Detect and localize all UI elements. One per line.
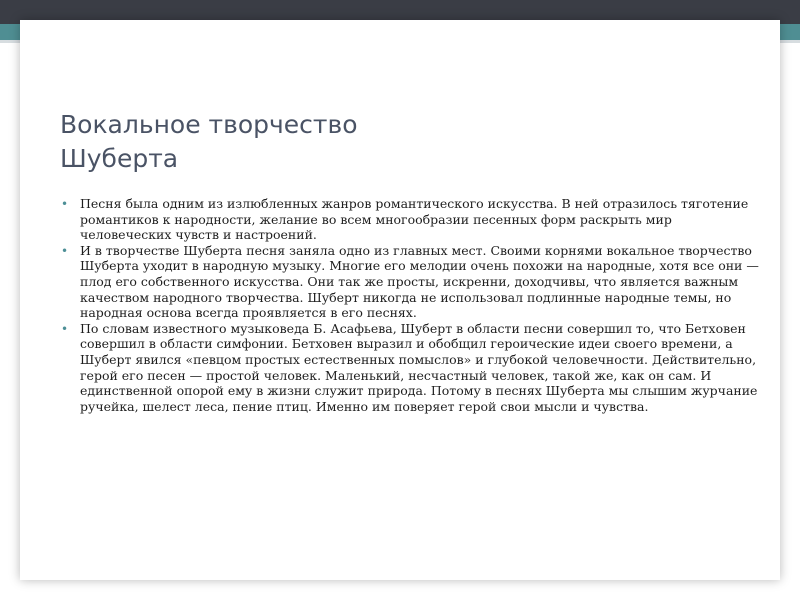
bullet-icon: • <box>61 243 69 258</box>
bullet-item <box>60 321 760 415</box>
slide-frame-top-fade <box>20 40 780 44</box>
bullet-item <box>60 196 760 243</box>
bullet-text: По словам известного музыковеда Б. Асафьева, Шуберт в области песни совершил то, что Бетховен совершил в области симфонии. Бетховен выразил и обобщил героические идеи своего времени, а Шуберт явился «певцом простых естественных помыслов» и глубокой человечности. Действительно, герой его песен — простой человек. Маленький, несчастный человек, такой же, как он сам. И единственной опорой ему в жизни служит природа. Потому в песнях Шуберта мы слышим журчание ручейка, шелест леса, пение птиц. Именно им поверяет герой свои мысли и чувства. <box>80 320 758 414</box>
slide-title-line-1: Вокальное творчество <box>60 110 358 139</box>
bullet-text: Песня была одним из излюбленных жанров романтического искусства. В ней отразилось тяготение романтиков к народности, желание во всем многообразии песенных форм раскрыть мир человеческих чувств и настроений. <box>80 196 749 243</box>
bullet-item <box>60 243 760 321</box>
bullet-text: И в творчестве Шуберта песня заняла одно из главных мест. Своими корнями вокальное творчество Шуберта уходит в народную музыку. Многие его мелодии очень похожи на народные, хотя все они — плод его собственного искусства. Они так же просты, искренни, доходчивы, что является важным качеством народного творчества. Шуберт никогда не использовал подлинные народные темы, но народная основа всегда проявляется в его песнях. <box>80 242 759 321</box>
slide-title <box>60 108 680 176</box>
bullet-icon: • <box>61 197 69 211</box>
slide-title-line-2: Шуберта <box>60 144 179 173</box>
bullet-list <box>60 196 760 414</box>
bullet-icon: • <box>61 321 69 336</box>
